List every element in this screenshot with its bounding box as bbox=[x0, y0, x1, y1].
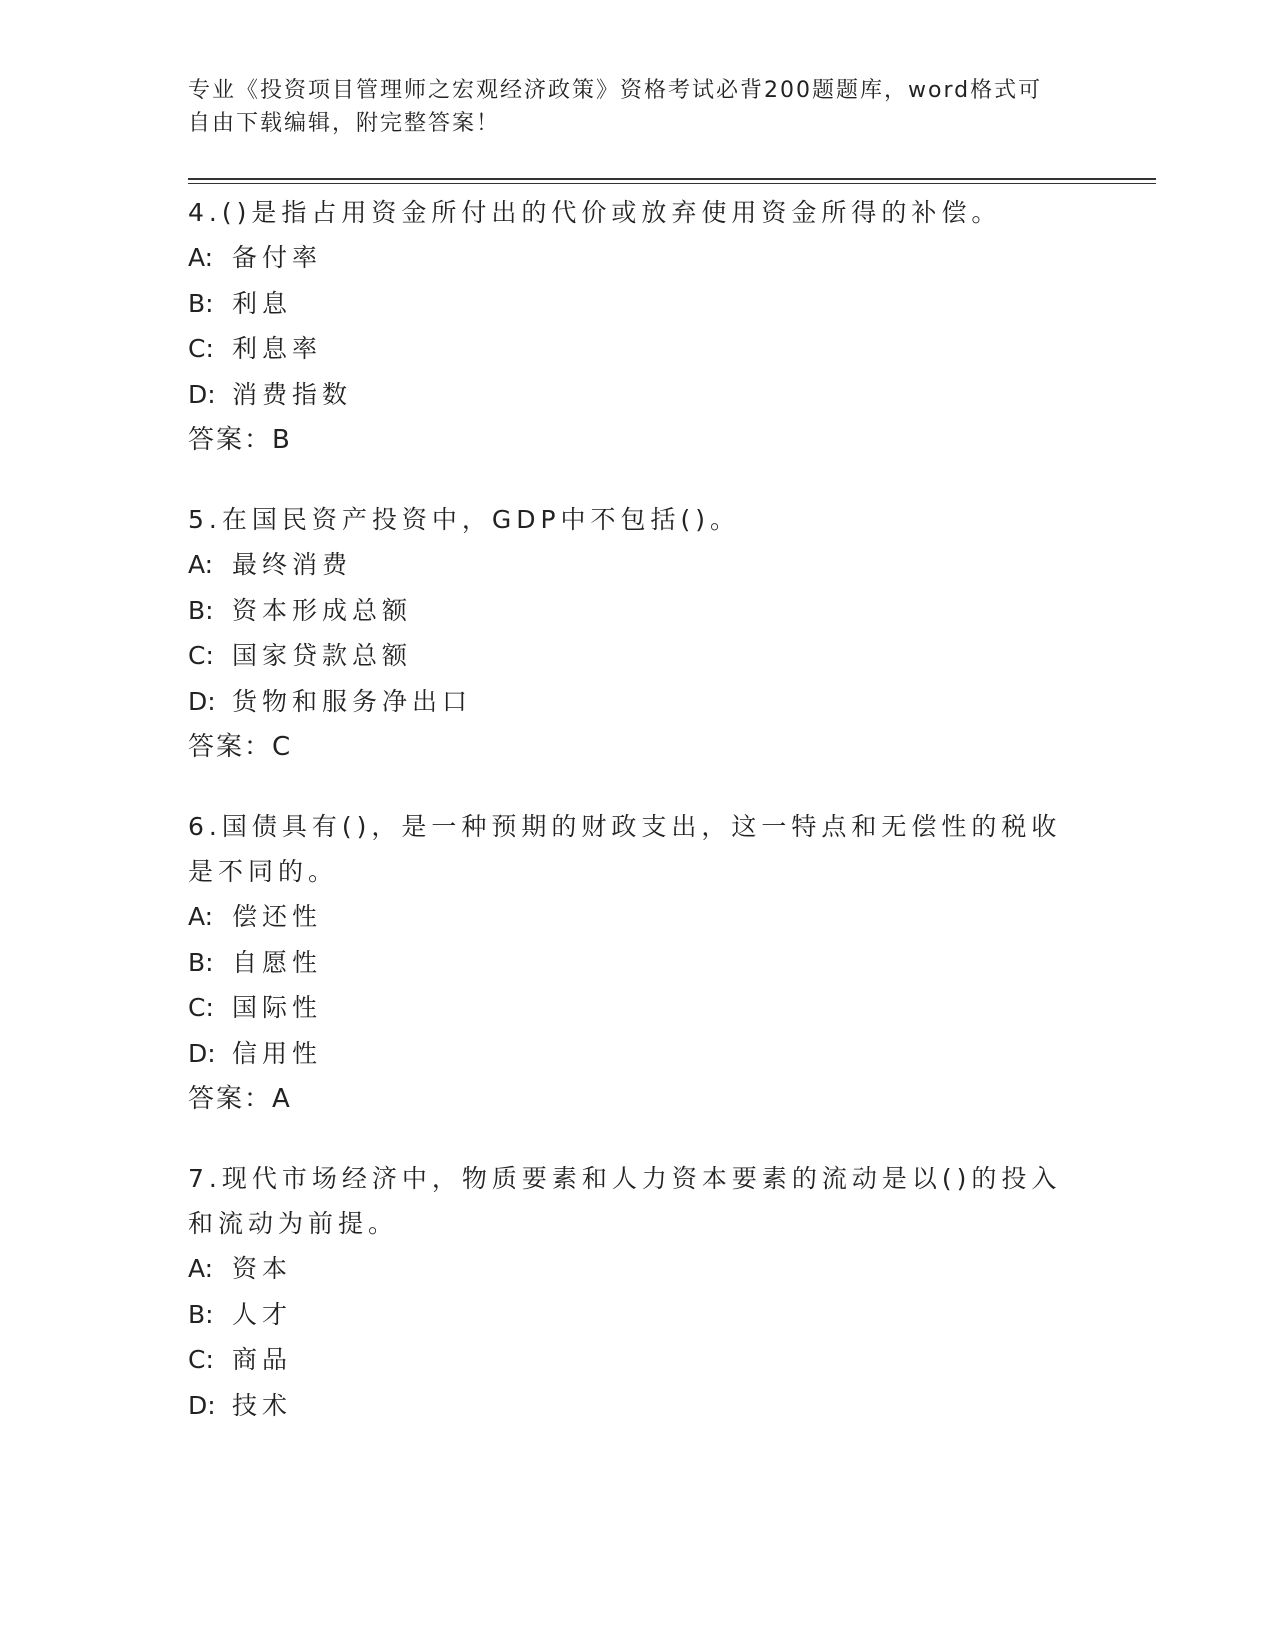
question-stem: 6.国债具有()，是一种预期的财政支出，这一特点和无偿性的税收是不同的。 bbox=[188, 812, 1062, 886]
option-letter: B: bbox=[188, 947, 214, 977]
question-5 bbox=[188, 497, 1148, 770]
question-6 bbox=[188, 804, 1148, 1122]
option-letter: A: bbox=[188, 1254, 214, 1283]
option-a bbox=[188, 235, 1148, 281]
option-text: 技术 bbox=[232, 1390, 293, 1420]
question-stem: 4.()是指占用资金所付出的代价或放弃使用资金所得的补偿。 bbox=[188, 198, 1002, 227]
option-letter: D: bbox=[188, 379, 216, 409]
option-text: 利息 bbox=[232, 288, 293, 318]
option-letter: B: bbox=[188, 288, 214, 318]
option-letter: D: bbox=[188, 1038, 216, 1068]
option-text: 利息率 bbox=[232, 334, 323, 363]
option-text: 国际性 bbox=[232, 993, 323, 1022]
answer-text: 答案：B bbox=[188, 425, 292, 455]
option-text: 资本 bbox=[232, 1254, 293, 1283]
option-b bbox=[188, 281, 1148, 327]
question-stem: 7.现代市场经济中，物质要素和人力资本要素的流动是以()的投入和流动为前提。 bbox=[188, 1164, 1062, 1238]
option-d bbox=[188, 1031, 1148, 1077]
option-b bbox=[188, 588, 1148, 634]
option-text: 国家贷款总额 bbox=[232, 641, 413, 670]
header-line-1: 专业《投资项目管理师之宏观经济政策》资格考试必背200题题库，word格式可 bbox=[188, 78, 1043, 103]
option-c bbox=[188, 326, 1148, 372]
option-text: 资本形成总额 bbox=[232, 595, 413, 625]
option-c bbox=[188, 985, 1148, 1031]
option-letter: A: bbox=[188, 550, 214, 579]
question-list bbox=[188, 190, 1148, 1462]
question-7 bbox=[188, 1156, 1148, 1428]
option-letter: D: bbox=[188, 1390, 216, 1420]
option-letter: B: bbox=[188, 1299, 214, 1329]
option-text: 备付率 bbox=[232, 243, 323, 272]
document-header bbox=[188, 74, 1088, 140]
option-text: 信用性 bbox=[232, 1038, 323, 1068]
answer-text: 答案：A bbox=[188, 1084, 292, 1114]
option-text: 消费指数 bbox=[232, 379, 353, 409]
option-c bbox=[188, 633, 1148, 679]
option-letter: C: bbox=[188, 641, 214, 670]
option-letter: C: bbox=[188, 1345, 214, 1374]
option-letter: D: bbox=[188, 686, 216, 716]
option-letter: A: bbox=[188, 243, 214, 272]
option-text: 自愿性 bbox=[232, 947, 323, 977]
option-letter: C: bbox=[188, 334, 214, 363]
option-d bbox=[188, 372, 1148, 418]
option-b bbox=[188, 940, 1148, 986]
option-letter: A: bbox=[188, 902, 214, 931]
option-a bbox=[188, 1246, 1148, 1292]
option-letter: B: bbox=[188, 595, 214, 625]
option-letter: C: bbox=[188, 993, 214, 1022]
option-c bbox=[188, 1337, 1148, 1383]
option-d bbox=[188, 1383, 1148, 1429]
header-divider bbox=[188, 178, 1156, 184]
option-a bbox=[188, 542, 1148, 588]
option-text: 货物和服务净出口 bbox=[232, 686, 473, 716]
option-d bbox=[188, 679, 1148, 725]
option-b bbox=[188, 1292, 1148, 1338]
header-line-2: 自由下载编辑，附完整答案！ bbox=[188, 111, 501, 136]
option-text: 最终消费 bbox=[232, 550, 353, 579]
option-text: 商品 bbox=[232, 1345, 293, 1374]
option-text: 偿还性 bbox=[232, 902, 323, 931]
question-stem: 5.在国民资产投资中，GDP中不包括()。 bbox=[188, 505, 741, 534]
option-text: 人才 bbox=[232, 1299, 293, 1329]
option-a bbox=[188, 894, 1148, 940]
answer-text: 答案：C bbox=[188, 732, 293, 762]
question-4 bbox=[188, 190, 1148, 463]
